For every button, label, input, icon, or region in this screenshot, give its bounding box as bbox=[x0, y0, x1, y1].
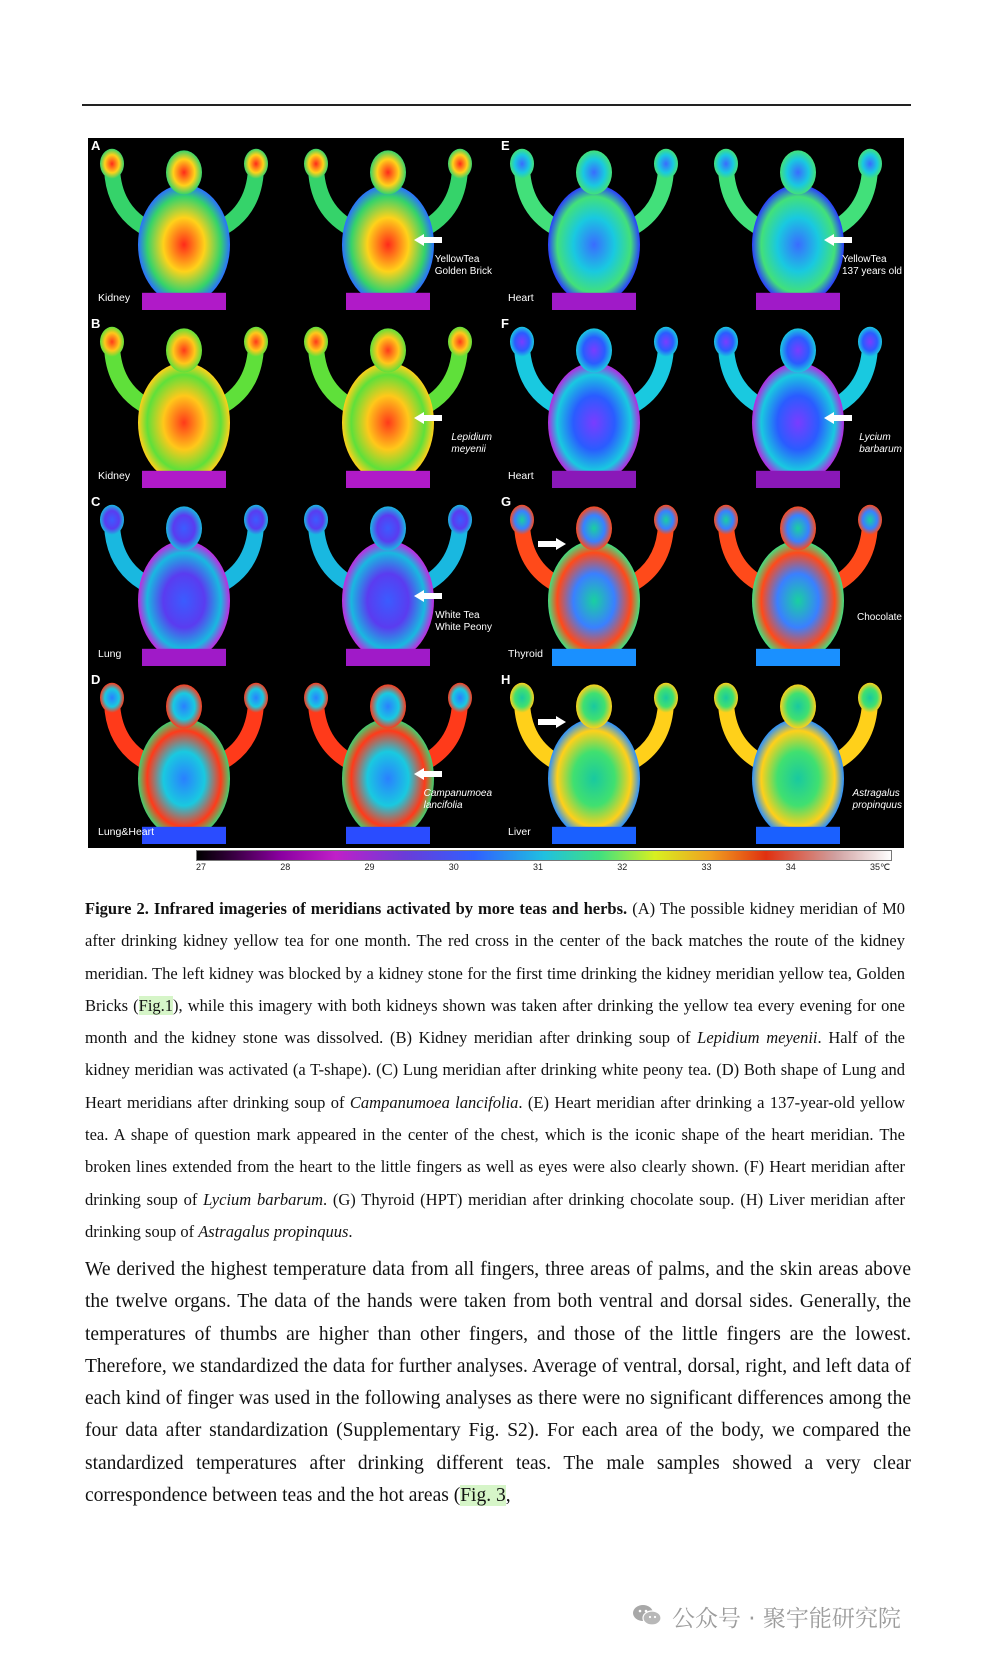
panel-tea-label: Chocolate bbox=[856, 612, 902, 623]
thermal-panel-a bbox=[88, 138, 494, 310]
colorbar-tick-label: 28 bbox=[280, 862, 291, 872]
caption-title: Figure 2. Infrared imageries of meridians activated by more teas and herbs. bbox=[85, 899, 628, 918]
caption-text-4: . (E) Heart meridian after drinking a 137-year-old yellow tea. A shape of question mark appeared in the center of the chest, which is the iconic shape of the heart meridian. The broken lines extended from the heart to the little fingers as well as eyes were also clearly shown. (F) Heart meridian after drinking soup of bbox=[85, 1092, 906, 1209]
panel-letter-a: A bbox=[91, 138, 101, 153]
colorbar-tick-label: 33 bbox=[701, 862, 712, 872]
white-arrow-icon bbox=[824, 412, 852, 424]
thermal-panel-f bbox=[498, 316, 904, 488]
infrared-figure bbox=[88, 138, 904, 848]
body-paragraph bbox=[85, 1254, 911, 1512]
thermal-panel-c bbox=[88, 494, 494, 666]
thermal-panel-h bbox=[498, 672, 904, 844]
figure-caption bbox=[85, 893, 905, 1248]
thermal-panel-e bbox=[498, 138, 904, 310]
white-arrow-icon bbox=[538, 716, 566, 728]
panel-tea-label: Lycium barbarum bbox=[859, 432, 902, 455]
colorbar-tick-label: 35℃ bbox=[870, 862, 891, 872]
panel-letter-c: C bbox=[91, 494, 101, 509]
thermal-panel-b bbox=[88, 316, 494, 488]
thermal-image-a bbox=[88, 138, 494, 310]
thermal-image-d bbox=[88, 672, 494, 844]
caption-text-1: (A) The possible kidney meridian of M0 after drinking kidney yellow tea for one month. The red cross in the center of the back matches the route of the kidney meridian. The left kidney was blocked by a kidney stone for the first time drinking the kidney meridian yellow tea, Golden Bricks ( bbox=[85, 899, 906, 1015]
thermal-image-f bbox=[498, 316, 904, 488]
white-arrow-icon bbox=[538, 538, 566, 550]
thermal-image-g bbox=[498, 494, 904, 666]
panel-letter-f: F bbox=[501, 316, 509, 331]
white-arrow-icon bbox=[414, 768, 442, 780]
white-arrow-icon bbox=[414, 590, 442, 602]
panel-letter-d: D bbox=[91, 672, 101, 687]
colorbar-tick-label: 34 bbox=[785, 862, 796, 872]
panel-organ-label: Thyroid bbox=[508, 648, 544, 660]
caption-species-lycium: Lycium barbarum bbox=[203, 1189, 323, 1209]
thermal-panel-g bbox=[498, 494, 904, 666]
panel-tea-label: White Tea White Peony bbox=[435, 610, 492, 633]
top-rule bbox=[82, 104, 911, 106]
caption-species-astragalus: Astragalus propinquus bbox=[198, 1221, 349, 1241]
caption-text-3: . Half of the kidney meridian was activated (a T-shape). (C) Lung meridian after drinking white peony tea. (D) Both shape of Lung and Heart meridians after drinking soup of bbox=[85, 1028, 905, 1112]
watermark-text: 公众号 · 聚宇能研究院 bbox=[672, 1606, 901, 1632]
white-arrow-icon bbox=[824, 234, 852, 246]
caption-species-campanumoea: Campanumoea lancifolia bbox=[349, 1092, 519, 1112]
panel-letter-g: G bbox=[501, 494, 512, 509]
caption-text-6: . bbox=[348, 1221, 353, 1241]
caption-text-5: . (G) Thyroid (HPT) meridian after drinking chocolate soup. (H) Liver meridian after drinking soup of bbox=[85, 1189, 905, 1241]
fig1-link[interactable]: Fig.1 bbox=[138, 995, 174, 1015]
panel-organ-label: Kidney bbox=[98, 470, 131, 482]
white-arrow-icon bbox=[414, 234, 442, 246]
thermal-image-c bbox=[88, 494, 494, 666]
colorbar-tick-label: 29 bbox=[364, 862, 375, 872]
white-arrow-icon bbox=[414, 412, 442, 424]
temperature-colorbar bbox=[196, 850, 892, 861]
panel-letter-e: E bbox=[501, 138, 510, 153]
panel-tea-label: Astragalus propinquus bbox=[852, 788, 902, 811]
panel-organ-label: Kidney bbox=[98, 292, 131, 304]
body-text: We derived the highest temperature data from all fingers, three areas of palms, and the skin areas above the twelve organs. The data of the hands were taken from both ventral and dorsal sides. Generally, the temperatures of thumbs are higher than other fingers, and those of the little fingers are the lowest. Therefore, we standardized the data for further analyses. Average of ventral, dorsal, right, and left data of each kind of finger was used in the following analyses as there were no significant differences among the four data after standardization (Supplementary Fig. S2). For each area of the body, we compared the standardized temperatures after drinking different teas. The male samples showed a very clear correspondence between teas and the hot areas ( bbox=[85, 1259, 911, 1507]
thermal-image-h bbox=[498, 672, 904, 844]
panel-organ-label: Lung&Heart bbox=[98, 826, 155, 838]
caption-text-2: ), while this imagery with both kidneys shown was taken after drinking the yellow tea every evening for one month and the kidney stone was dissolved. (B) Kidney meridian after drinking soup of bbox=[85, 995, 905, 1048]
panel-tea-label: YellowTea 137 years old bbox=[841, 254, 902, 277]
panel-letter-h: H bbox=[501, 672, 511, 687]
thermal-panel-d bbox=[88, 672, 494, 844]
colorbar-tick-label: 31 bbox=[533, 862, 544, 872]
panel-letter-b: B bbox=[91, 316, 101, 331]
panel-organ-label: Heart bbox=[508, 292, 534, 304]
body-tail: , bbox=[505, 1485, 511, 1507]
panel-tea-label: Lepidium meyenii bbox=[451, 432, 492, 455]
thermal-image-b bbox=[88, 316, 494, 488]
thermal-image-e bbox=[498, 138, 904, 310]
colorbar-tick-label: 30 bbox=[448, 862, 459, 872]
caption-species-lepidium: Lepidium meyenii bbox=[697, 1028, 818, 1048]
panel-tea-label: YellowTea Golden Brick bbox=[434, 254, 492, 277]
colorbar-tick-label: 27 bbox=[196, 862, 207, 872]
panel-organ-label: Lung bbox=[98, 648, 122, 660]
panel-organ-label: Heart bbox=[508, 470, 534, 482]
wechat-icon bbox=[632, 1603, 662, 1627]
fig3-link[interactable]: Fig. 3 bbox=[460, 1485, 506, 1507]
colorbar-tick-label: 32 bbox=[617, 862, 628, 872]
panel-organ-label: Liver bbox=[508, 826, 531, 838]
panel-tea-label: Campanumoea lancifolia bbox=[423, 788, 492, 811]
